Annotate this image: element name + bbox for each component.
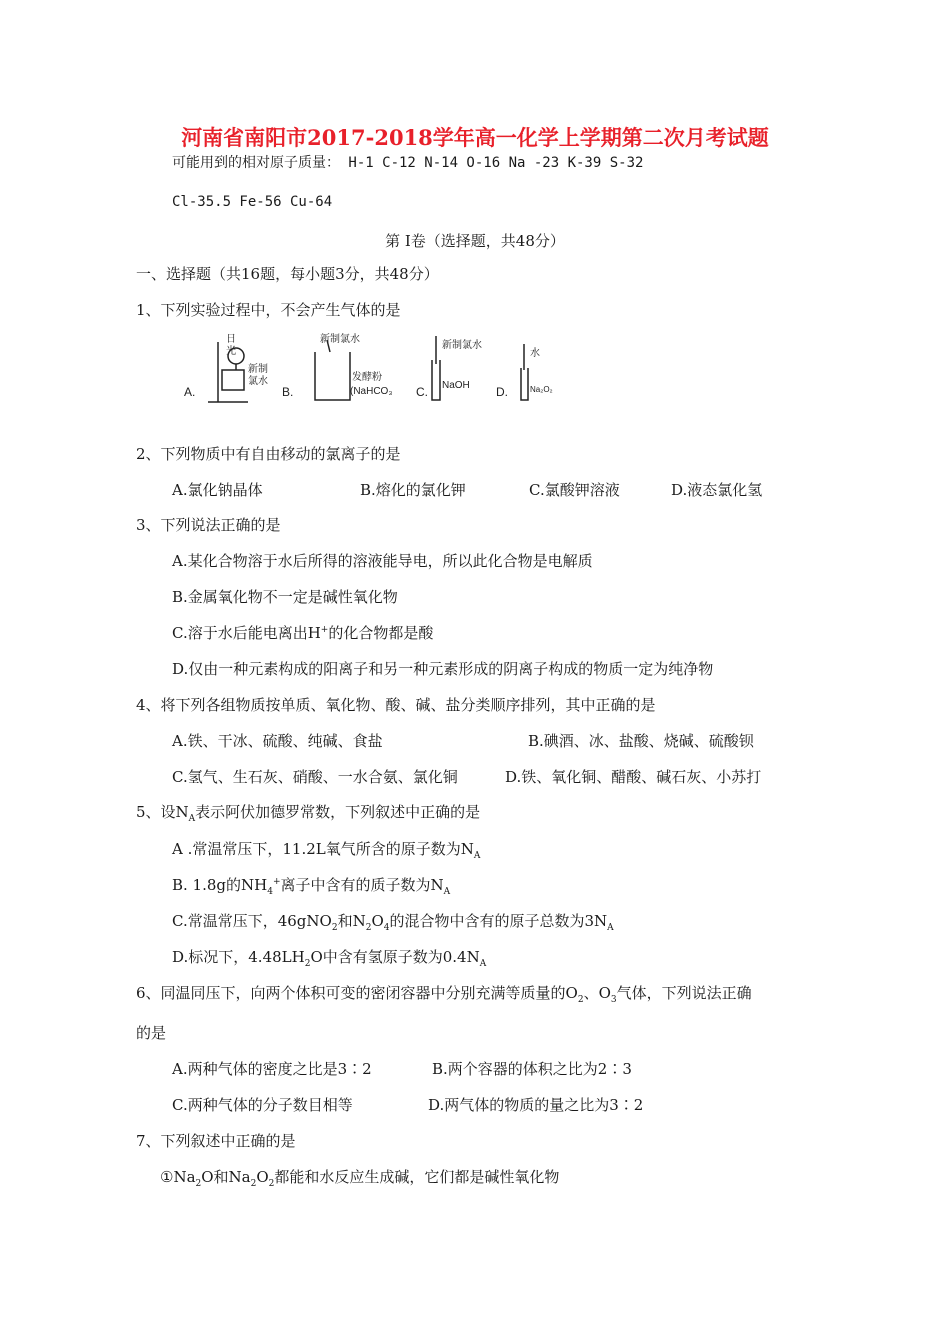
q1-figure-label-c: C.	[416, 385, 428, 399]
q3-option-a: A.某化合物溶于水后所得的溶液能导电，所以此化合物是电解质	[172, 552, 593, 570]
q4-option-c: C.氢气、生石灰、硝酸、一水合氨、氯化铜	[172, 768, 458, 786]
q1-figure-label-a: A.	[184, 385, 196, 399]
q1-figure-b-text1: 新制氯水	[320, 334, 360, 345]
part1-heading: 一、选择题（共16题，每小题3分，共48分）	[136, 265, 439, 283]
q1-figure-b-text2: 发酵粉	[352, 372, 382, 383]
q1-figure-d-text2: Na₂O₂	[530, 385, 553, 394]
q4-option-a: A.铁、干冰、硫酸、纯碱、食盐	[172, 732, 383, 750]
q1-stem: 1、下列实验过程中，不会产生气体的是	[136, 301, 401, 319]
q6-stem-line2: 的是	[136, 1024, 167, 1042]
q6-option-c: C.两种气体的分子数目相等	[172, 1096, 353, 1114]
q1-figure-label-d: D.	[496, 385, 508, 399]
q5-option-b: B. 1.8g的$NH_4^+$离子中含有的质子数为$N_A$	[172, 876, 451, 897]
q1-figure-c-text2: NaOH	[442, 380, 470, 391]
q7-stem: 7、下列叙述中正确的是	[136, 1132, 296, 1150]
q1-figure-label-b: B.	[282, 385, 294, 399]
q6-option-d: D.两气体的物质的量之比为3∶2	[428, 1096, 644, 1114]
q1-apparatus-illustration	[180, 330, 560, 410]
q5-option-a: A .常温常压下，11.2L氧气所含的原子数为$N_A$	[172, 840, 481, 861]
q6-option-b: B.两个容器的体积之比为2∶3	[432, 1060, 632, 1078]
q2-option-d: D.液态氯化氢	[671, 481, 763, 499]
q1-figure	[180, 330, 560, 410]
q3-option-c: C.溶于水后能电离出H+的化合物都是酸	[172, 624, 434, 642]
q1-figure-a-text2: 光	[226, 346, 236, 357]
q2-option-c: C.氯酸钾溶液	[529, 481, 620, 499]
q5-option-c: C.常温常压下，46gNO$_2$和$N_2O_4$的混合物中含有的原子总数为$3N_A$	[172, 912, 614, 933]
q1-figure-c-text1: 新制氯水	[442, 340, 482, 351]
q4-option-b: B.碘酒、冰、盐酸、烧碱、硫酸钡	[528, 732, 754, 750]
q6-stem: 6、同温同压下，向两个体积可变的密闭容器中分别充满等质量的$O_2$、$O_3$气体，下列说法正确	[136, 984, 752, 1005]
q2-option-b: B.熔化的氯化钾	[360, 481, 466, 499]
q1-figure-a-text1: 日	[226, 334, 236, 345]
q3-option-b: B.金属氧化物不一定是碱性氧化物	[172, 588, 398, 606]
q1-figure-a-text3: 新制	[248, 364, 268, 375]
q4-option-d: D.铁、氧化铜、醋酸、碱石灰、小苏打	[505, 768, 762, 786]
q3-stem: 3、下列说法正确的是	[136, 516, 281, 534]
q1-figure-b-text3: (NaHCO₃	[350, 386, 393, 397]
q1-figure-a-text4: 氯水	[248, 376, 268, 387]
page-title: 河南省南阳市2017-2018学年高一化学上学期第二次月考试题	[181, 125, 769, 150]
atomic-masses-line2: Cl-35.5 Fe-56 Cu-64	[172, 194, 333, 210]
q1-figure-d-text1: 水	[530, 348, 540, 359]
q6-option-a: A.两种气体的密度之比是3∶2	[172, 1060, 372, 1078]
q5-stem: 5、设$N_A$表示阿伏加德罗常数，下列叙述中正确的是	[136, 803, 481, 824]
section-heading: 第 I卷（选择题，共48分）	[385, 232, 565, 250]
q4-stem: 4、将下列各组物质按单质、氧化物、酸、碱、盐分类顺序排列，其中正确的是	[136, 696, 656, 714]
q7-item-1: $①Na_2O$和$Na_2O_2$都能和水反应生成碱，它们都是碱性氧化物	[160, 1168, 560, 1189]
q3-option-d: D.仅由一种元素构成的阳离子和另一种元素形成的阴离子构成的物质一定为纯净物	[172, 660, 714, 678]
atomic-masses-line1: 可能用到的相对原子质量： H-1 C-12 N-14 O-16 Na -23 K-39 S-32	[172, 155, 644, 171]
q5-option-d: D.标况下，$4.48LH_2O$中含有氢原子数为$0.4N_A$	[172, 948, 487, 969]
q2-stem: 2、下列物质中有自由移动的氯离子的是	[136, 445, 401, 463]
q2-option-a: A.氯化钠晶体	[172, 481, 263, 499]
